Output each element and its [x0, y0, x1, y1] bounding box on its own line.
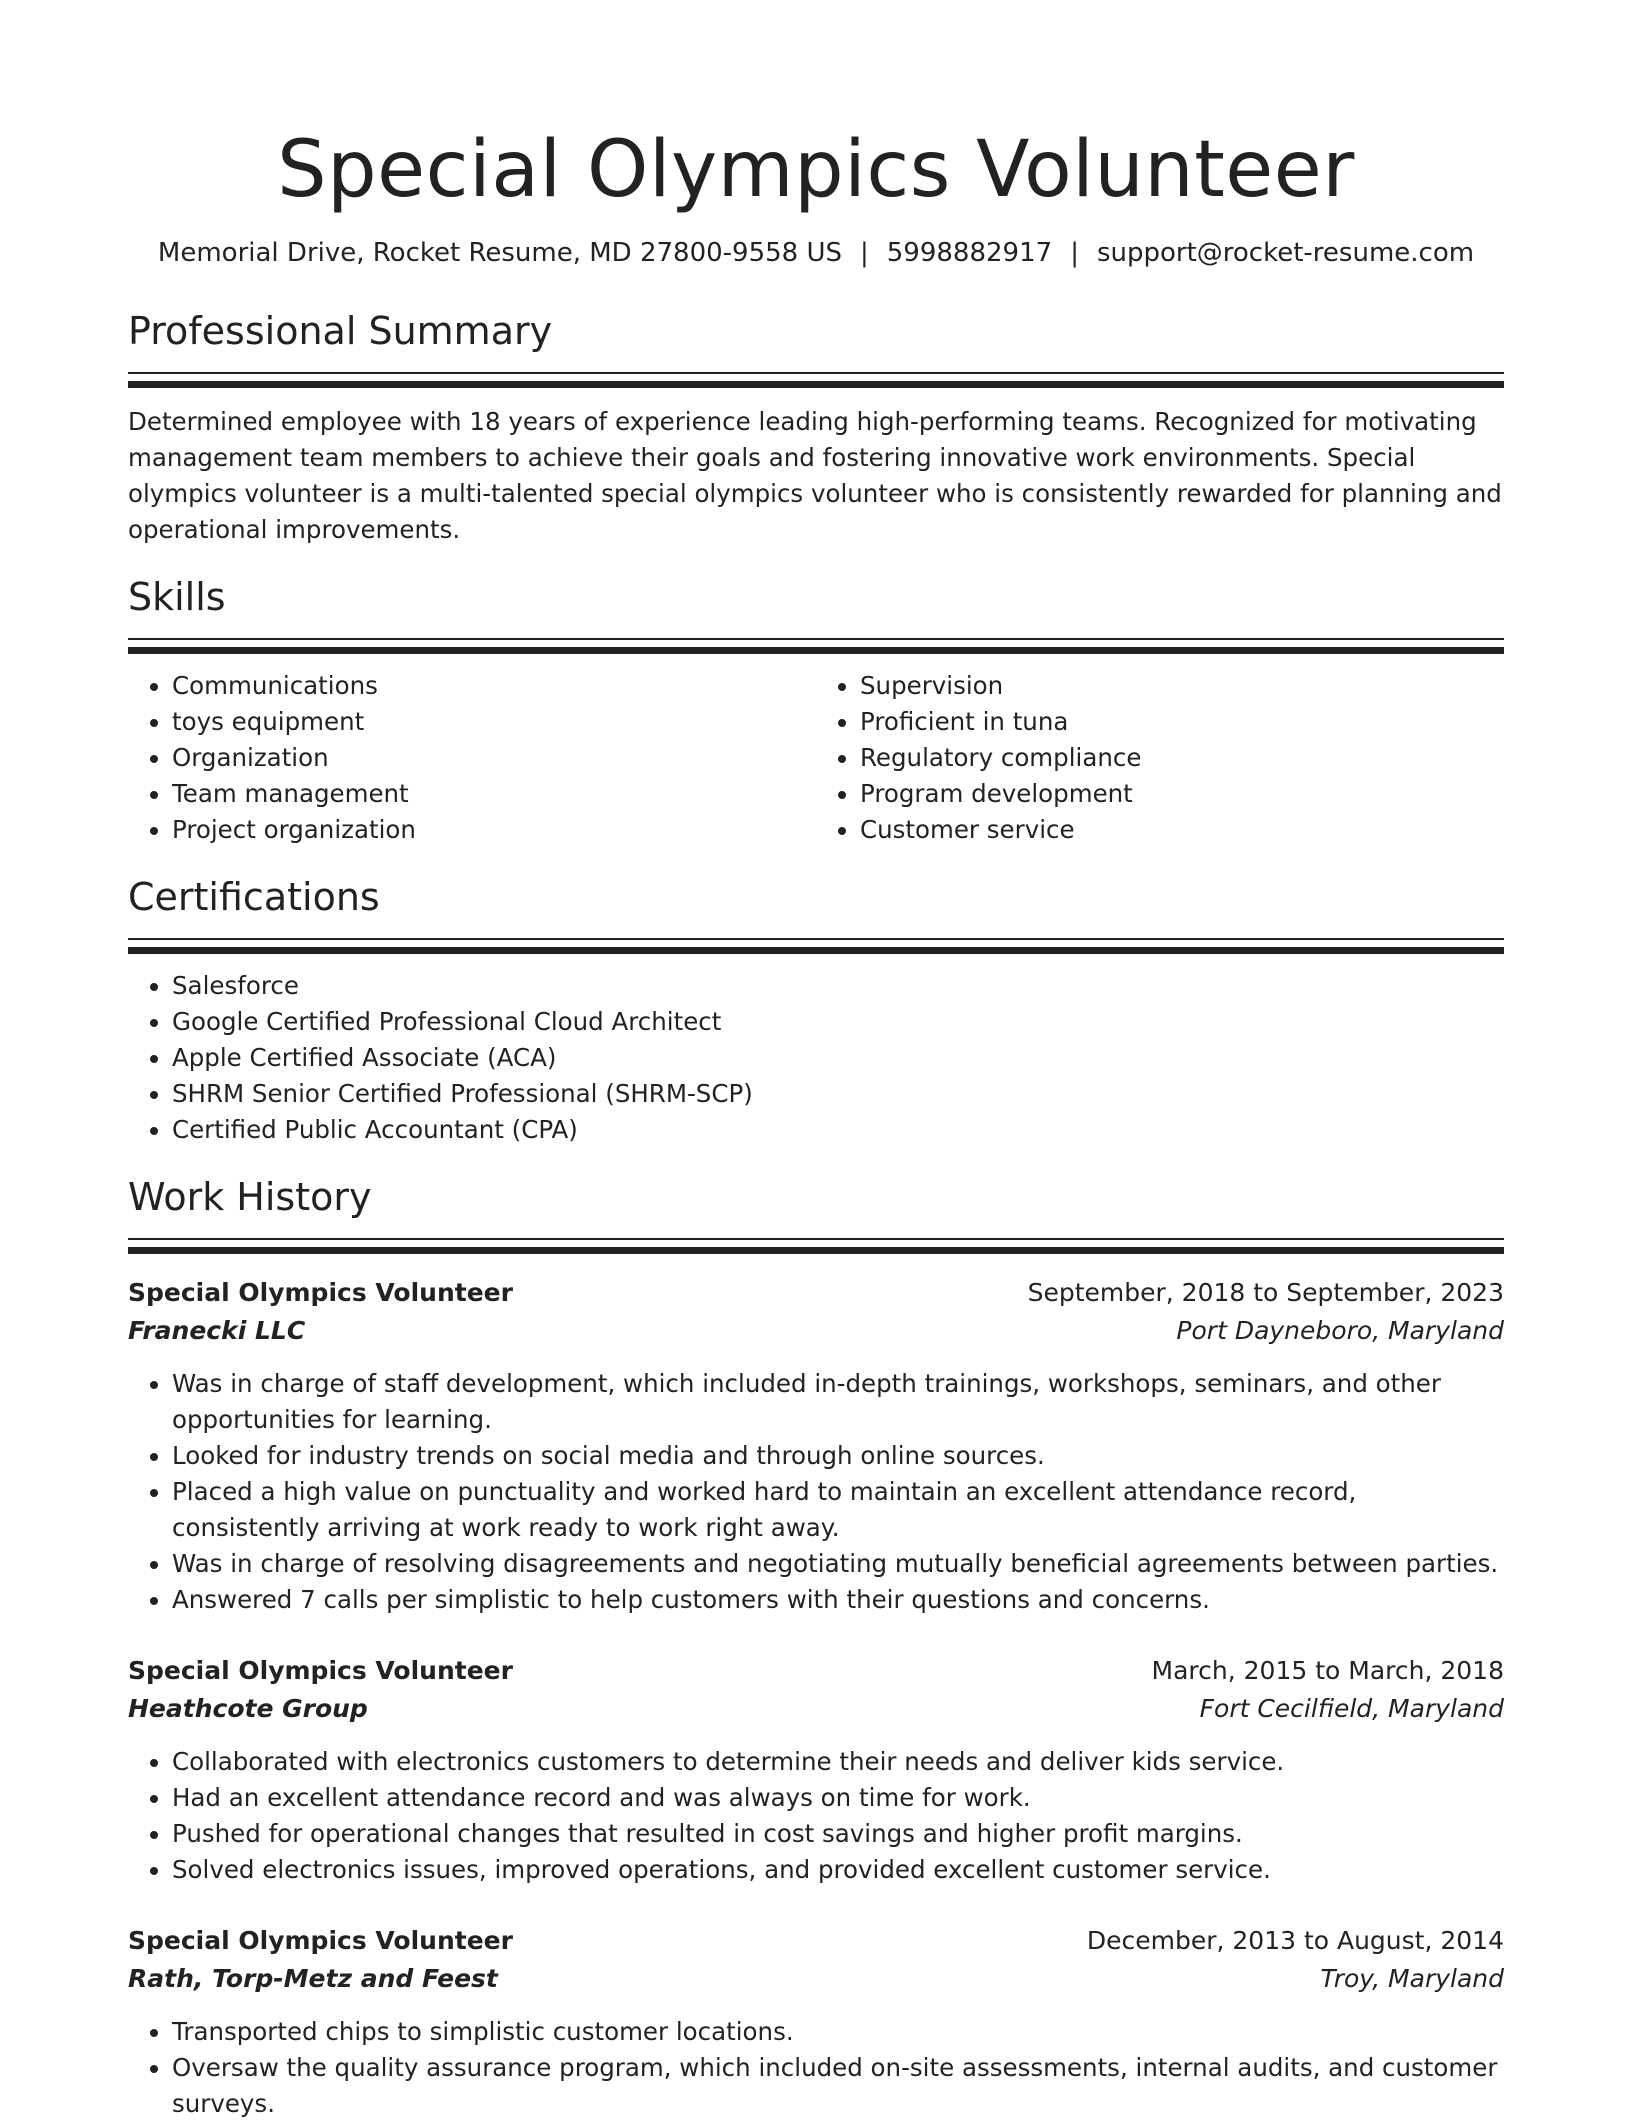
- skill-item: • Regulatory compliance: [860, 740, 1504, 776]
- job-bullet: • Collaborated with electronics customers to determine their needs and deliver kids service.: [172, 1744, 1504, 1780]
- job-bullets: [128, 1744, 1504, 1888]
- job-bullet: • Transported chips to simplistic customer locations.: [172, 2014, 1504, 2050]
- section-title-summary: Professional Summary: [128, 309, 553, 353]
- job-company: Franecki LLC: [128, 1316, 306, 1345]
- job-dates: December, 2013 to August, 2014: [1086, 1926, 1504, 1955]
- job-location: Troy, Maryland: [1320, 1964, 1504, 1993]
- job-company: Rath, Torp-Metz and Feest: [128, 1964, 498, 1993]
- section-divider: [128, 638, 1504, 654]
- contact-email: support@rocket-resume.com: [1096, 238, 1475, 268]
- job-dates: September, 2018 to September, 2023: [1027, 1278, 1504, 1307]
- contact-phone: 5998882917: [886, 238, 1053, 268]
- section-divider: [128, 372, 1504, 388]
- job-dates: March, 2015 to March, 2018: [1151, 1656, 1504, 1685]
- job-entry: [128, 1274, 1504, 1618]
- job-bullet: • Pushed for operational changes that resulted in cost savings and higher profit margins.: [172, 1816, 1504, 1852]
- skills-list-right: [816, 668, 1504, 848]
- job-entry: [128, 1922, 1504, 2122]
- section-divider: [128, 938, 1504, 954]
- job-header-row: [128, 1922, 1504, 1960]
- skill-item: • Supervision: [860, 668, 1504, 704]
- job-bullet: • Was in charge of resolving disagreements and negotiating mutually beneficial agreements between parties.: [172, 1546, 1504, 1582]
- certification-item: • Google Certified Professional Cloud Architect: [172, 1004, 1504, 1040]
- section-divider: [128, 1238, 1504, 1254]
- contact-separator: |: [860, 238, 869, 268]
- job-bullets: [128, 1366, 1504, 1618]
- certifications-list: [128, 968, 1504, 1148]
- contact-separator: |: [1070, 238, 1079, 268]
- skill-item: • Team management: [172, 776, 816, 812]
- job-title: Special Olympics Volunteer: [128, 1278, 513, 1307]
- skill-item: • Organization: [172, 740, 816, 776]
- skill-item: • Project organization: [172, 812, 816, 848]
- job-header-row: [128, 1274, 1504, 1312]
- job-entry: [128, 1652, 1504, 1888]
- section-title-certifications: Certifications: [128, 875, 380, 919]
- job-bullet: • Had an excellent attendance record and was always on time for work.: [172, 1780, 1504, 1816]
- job-bullet: • Solved electronics issues, improved operations, and provided excellent customer service.: [172, 1852, 1504, 1888]
- certifications-section: [128, 870, 1504, 1148]
- job-location: Fort Cecilfield, Maryland: [1199, 1694, 1504, 1723]
- job-company: Heathcote Group: [128, 1694, 368, 1723]
- skill-item: • Customer service: [860, 812, 1504, 848]
- job-bullet: • Answered 7 calls per simplistic to help customers with their questions and concerns.: [172, 1582, 1504, 1618]
- job-company-row: [128, 1312, 1504, 1350]
- contact-line: [128, 236, 1504, 270]
- job-company-row: [128, 1960, 1504, 1998]
- skills-grid: [128, 668, 1504, 848]
- skills-list-left: [128, 668, 816, 848]
- job-title: Special Olympics Volunteer: [128, 1656, 513, 1685]
- skill-item: • Communications: [172, 668, 816, 704]
- work-history-section: [128, 1170, 1504, 2122]
- job-bullet: • Placed a high value on punctuality and worked hard to maintain an excellent attendance record, consistently arriving at work ready to work right away.: [172, 1474, 1504, 1546]
- skill-item: • toys equipment: [172, 704, 816, 740]
- job-company-row: [128, 1690, 1504, 1728]
- certification-item: • Apple Certified Associate (ACA): [172, 1040, 1504, 1076]
- certification-item: • Salesforce: [172, 968, 1504, 1004]
- certification-item: • SHRM Senior Certified Professional (SHRM-SCP): [172, 1076, 1504, 1112]
- skill-item: • Program development: [860, 776, 1504, 812]
- section-title-skills: Skills: [128, 575, 226, 619]
- certification-item: • Certified Public Accountant (CPA): [172, 1112, 1504, 1148]
- summary-section: [128, 304, 1504, 548]
- job-bullets: [128, 2014, 1504, 2122]
- job-title: Special Olympics Volunteer: [128, 1926, 513, 1955]
- resume-name: Special Olympics Volunteer: [277, 125, 1355, 215]
- job-bullet: • Looked for industry trends on social media and through online sources.: [172, 1438, 1504, 1474]
- section-title-work-history: Work History: [128, 1175, 372, 1219]
- skills-section: [128, 570, 1504, 848]
- skill-item: • Proficient in tuna: [860, 704, 1504, 740]
- summary-text: Determined employee with 18 years of experience leading high-performing teams. Recognized for motivating management team members to achieve their goals and fostering innovative work environments. Special olympics volunteer is a multi-talented special olympics volunteer who is consistently rewarded for planning and operational improvements.: [128, 407, 1502, 544]
- job-bullet: • Was in charge of staff development, which included in-depth trainings, workshops, seminars, and other opportunities for learning.: [172, 1366, 1504, 1438]
- job-bullet: • Oversaw the quality assurance program, which included on-site assessments, internal audits, and customer surveys.: [172, 2050, 1504, 2122]
- job-location: Port Dayneboro, Maryland: [1176, 1316, 1504, 1345]
- job-header-row: [128, 1652, 1504, 1690]
- contact-address: Memorial Drive, Rocket Resume, MD 27800-9558 US: [157, 238, 842, 268]
